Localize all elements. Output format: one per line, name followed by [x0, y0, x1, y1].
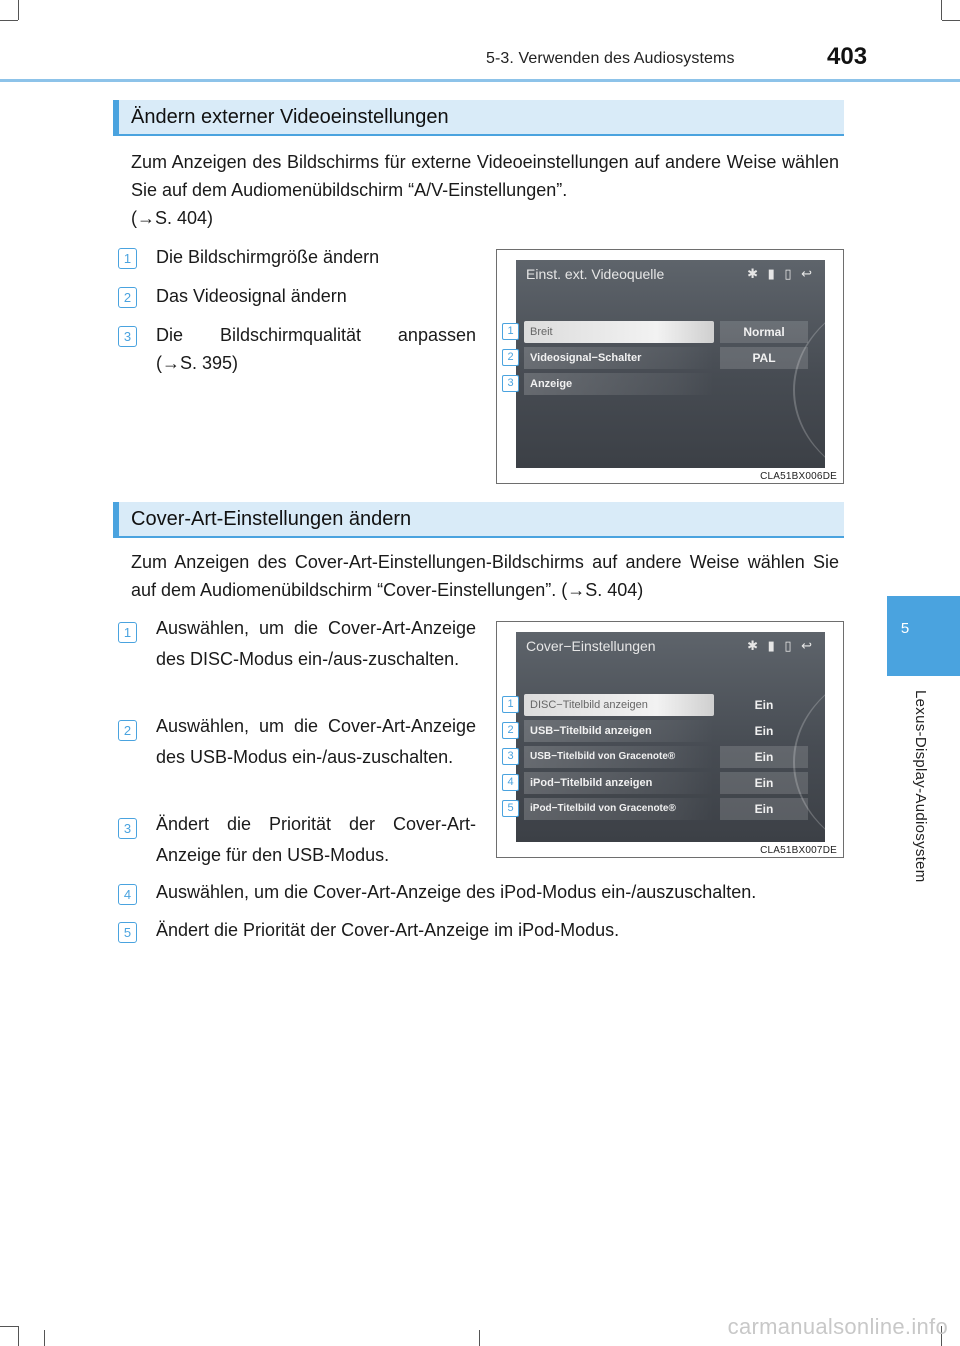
item-text: Die Bildschirmgröße ändern: [156, 247, 380, 267]
section-heading-cover: [113, 502, 844, 538]
row-value: Ein: [754, 724, 774, 738]
row-label: iPod−Titelbild anzeigen: [524, 772, 714, 794]
item-text: Die Bildschirmqualität anpassen: [156, 325, 476, 345]
screen-figure-cover: [496, 621, 844, 858]
crop-mark: [941, 0, 942, 20]
intro-text: Zum Anzeigen des Bildschirms für externe Videoeinstellungen auf andere Weise wählen Sie auf dem Audiomenübildschirm “A/V-Einstellungen”.: [131, 152, 839, 200]
item-text: Auswählen, um die Cover-Art-Anzeige des USB-Modus ein-/aus-zuschalten.: [156, 716, 476, 767]
row-label: Breit: [524, 321, 714, 343]
crop-mark: [942, 20, 960, 21]
screen-title: Cover−Einstellungen: [526, 638, 656, 654]
callout-marker: 1: [502, 323, 519, 340]
figure-code: CLA51BX006DE: [760, 471, 837, 482]
crop-mark: [0, 20, 18, 21]
row-label: USB−Titelbild von Gracenote®: [524, 746, 714, 768]
row-value: Ein: [720, 772, 808, 794]
item-text: Das Videosignal ändern: [156, 286, 347, 306]
intro-paragraph: [131, 148, 839, 232]
row-label: Anzeige: [524, 373, 714, 395]
row-label: Videosignal−Schalter: [524, 347, 714, 369]
page-number: 403: [827, 43, 868, 70]
item-number: 2: [118, 287, 137, 308]
intro-reference: (→S. 404): [131, 208, 214, 228]
watermark[interactable]: carmanualsonline.info: [727, 1314, 948, 1339]
callout-marker: 3: [502, 748, 519, 765]
crop-mark: [18, 0, 19, 20]
section-title: Ändern externer Videoeinstellungen: [131, 106, 449, 128]
callout-marker: 1: [502, 696, 519, 713]
row-label: iPod−Titelbild von Gracenote®: [524, 798, 714, 820]
decorative-arc: [793, 290, 825, 468]
row-label: DISC−Titelbild anzeigen: [524, 694, 714, 716]
callout-marker: 2: [502, 349, 519, 366]
row-value: Normal: [720, 321, 808, 343]
chapter-header: 5-3. Verwenden des Audiosystems: [486, 50, 735, 67]
status-icons: ✱ ▮ ▯ ↩: [747, 266, 815, 281]
row-value: Ein: [720, 746, 808, 768]
callout-marker: 4: [502, 774, 519, 791]
display-screen: [516, 260, 825, 468]
chapter-tab-label: Lexus-Display-Audiosystem: [912, 690, 929, 883]
header-rule: [0, 79, 960, 82]
crop-mark: [44, 1330, 45, 1346]
section-title: Cover-Art-Einstellungen ändern: [131, 508, 412, 530]
item-text: Auswählen, um die Cover-Art-Anzeige des iPod-Modus ein-/auszuschalten.: [156, 882, 757, 902]
intro-paragraph: [131, 548, 839, 604]
callout-marker: 3: [502, 375, 519, 392]
item-text: Auswählen, um die Cover-Art-Anzeige des DISC-Modus ein-/aus-zuschalten.: [156, 618, 476, 669]
crop-mark: [479, 1330, 480, 1346]
heading-accent: [113, 502, 119, 536]
screen-figure-video: [496, 249, 844, 484]
item-number: 5: [118, 922, 137, 943]
crop-mark: [18, 1326, 19, 1346]
item-number: 3: [118, 818, 137, 839]
figure-code: CLA51BX007DE: [760, 845, 837, 856]
item-number: 3: [118, 326, 137, 347]
heading-accent: [113, 100, 119, 134]
callout-marker: 5: [502, 800, 519, 817]
item-number: 1: [118, 622, 137, 643]
item-text: Ändert die Priorität der Cover-Art-Anzeige für den USB-Modus.: [156, 814, 476, 865]
item-number: 2: [118, 720, 137, 741]
callout-marker: 2: [502, 722, 519, 739]
status-icons: ✱ ▮ ▯ ↩: [747, 638, 815, 653]
chapter-tab-number: 5: [900, 620, 910, 637]
row-value: Ein: [720, 798, 808, 820]
item-number: 1: [118, 248, 137, 269]
item-reference: (→S. 395): [156, 353, 239, 373]
item-text: Ändert die Priorität der Cover-Art-Anzeige im iPod-Modus.: [156, 920, 620, 940]
intro-text: Zum Anzeigen des Cover-Art-Einstellungen-Bildschirms auf andere Weise wählen Sie auf dem Audiomenübildschirm “Cover-Einstellungen”. (→S. 404): [131, 552, 839, 600]
section-heading-video: [113, 100, 844, 136]
screen-title: Einst. ext. Videoquelle: [526, 266, 665, 282]
row-value: Ein: [754, 698, 774, 712]
crop-mark: [0, 1326, 18, 1327]
row-value: PAL: [720, 347, 808, 369]
display-screen: [516, 632, 825, 842]
item-number: 4: [118, 884, 137, 905]
row-label: USB−Titelbild anzeigen: [524, 720, 714, 742]
